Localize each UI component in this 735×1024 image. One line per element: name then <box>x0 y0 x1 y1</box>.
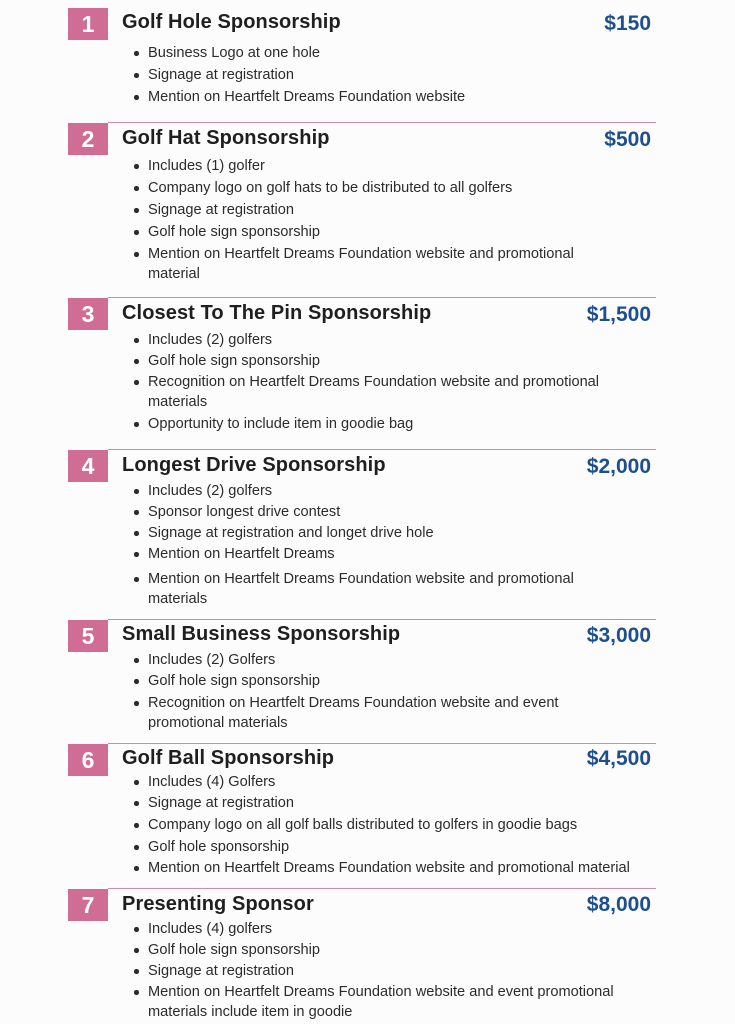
section-divider <box>108 449 656 450</box>
benefit-item: Signage at registration <box>148 200 574 222</box>
section-divider <box>108 297 656 298</box>
tier-price: $150 <box>604 12 651 35</box>
benefit-item: Mention on Heartfelt Dreams Foundation website and promotional material <box>148 858 630 879</box>
benefit-list <box>148 772 630 879</box>
benefit-continuation: materials <box>148 591 208 607</box>
benefit-item: Includes (4) Golfers <box>148 772 630 793</box>
benefit-item: Mention on Heartfelt Dreams Foundation website <box>148 87 465 109</box>
benefit-item: Mention on Heartfelt Dreams <box>148 544 574 569</box>
benefit-item: Opportunity to include item in goodie bag <box>148 414 599 435</box>
benefit-list <box>148 43 465 109</box>
tier-number-badge: 1 <box>68 8 108 40</box>
benefit-list <box>148 330 599 435</box>
benefit-item: Company logo on golf hats to be distributed to all golfers <box>148 178 574 200</box>
benefit-continuation: materials include item in goodie <box>148 1004 353 1020</box>
tier-number-badge: 3 <box>68 298 108 330</box>
benefit-item: Signage at registration and longet drive hole <box>148 523 574 544</box>
benefit-item: Mention on Heartfelt Dreams Foundation website and promotional <box>148 571 574 587</box>
benefit-item: Signage at registration <box>148 961 614 982</box>
benefit-item: Includes (2) golfers <box>148 481 574 502</box>
tier-price: $1,500 <box>586 303 651 326</box>
benefit-item: Includes (4) golfers <box>148 919 614 940</box>
tier-number-badge: 6 <box>68 744 108 776</box>
tier-title: Golf Hole Sponsorship <box>122 11 341 33</box>
section-divider <box>108 888 656 889</box>
tier-price: $8,000 <box>586 893 651 916</box>
benefit-list <box>148 156 574 284</box>
tier-title: Longest Drive Sponsorship <box>122 454 386 476</box>
benefit-item: Golf hole sign sponsorship <box>148 940 614 961</box>
benefit-item: Recognition on Heartfelt Dreams Foundation website and promotional <box>148 374 600 390</box>
benefit-item: Signage at registration <box>148 65 465 87</box>
benefit-list <box>148 481 574 609</box>
tier-title: Closest To The Pin Sponsorship <box>122 302 432 324</box>
section-divider <box>108 743 656 744</box>
benefit-item: Mention on Heartfelt Dreams Foundation website and event promotional <box>148 984 614 1000</box>
tier-price: $500 <box>604 128 651 151</box>
benefit-continuation: promotional materials <box>148 715 288 731</box>
tier-number-badge: 7 <box>68 889 108 921</box>
benefit-item: Includes (1) golfer <box>148 156 574 178</box>
benefit-item: Golf hole sign sponsorship <box>148 351 599 372</box>
benefit-item: Includes (2) Golfers <box>148 650 559 671</box>
benefit-item: Golf hole sponsorship <box>148 837 630 858</box>
tier-title: Presenting Sponsor <box>122 893 314 915</box>
tier-price: $3,000 <box>586 624 651 647</box>
tier-number-badge: 5 <box>68 620 108 652</box>
benefit-item: Recognition on Heartfelt Dreams Foundation website and event <box>148 695 559 711</box>
tier-price: $4,500 <box>586 747 651 770</box>
tier-number-badge: 4 <box>68 450 108 482</box>
benefit-item: Sponsor longest drive contest <box>148 502 574 523</box>
benefit-continuation: material <box>148 266 200 282</box>
benefit-item: Golf hole sign sponsorship <box>148 222 574 244</box>
benefit-list <box>148 919 614 1022</box>
benefit-list <box>148 650 559 733</box>
tier-price: $2,000 <box>586 455 651 478</box>
tier-title: Golf Ball Sponsorship <box>122 747 335 769</box>
benefit-item: Golf hole sign sponsorship <box>148 671 559 693</box>
benefit-item: Company logo on all golf balls distributed to golfers in goodie bags <box>148 815 630 837</box>
benefit-item: Includes (2) golfers <box>148 330 599 351</box>
benefit-item: Mention on Heartfelt Dreams Foundation website and promotional <box>148 246 574 262</box>
section-divider <box>108 122 656 123</box>
section-divider <box>108 619 656 620</box>
benefit-continuation: materials <box>148 394 208 410</box>
tier-title: Golf Hat Sponsorship <box>122 127 330 149</box>
tier-number-badge: 2 <box>68 123 108 155</box>
benefit-item: Business Logo at one hole <box>148 43 465 65</box>
tier-title: Small Business Sponsorship <box>122 623 401 645</box>
benefit-item: Signage at registration <box>148 793 630 815</box>
